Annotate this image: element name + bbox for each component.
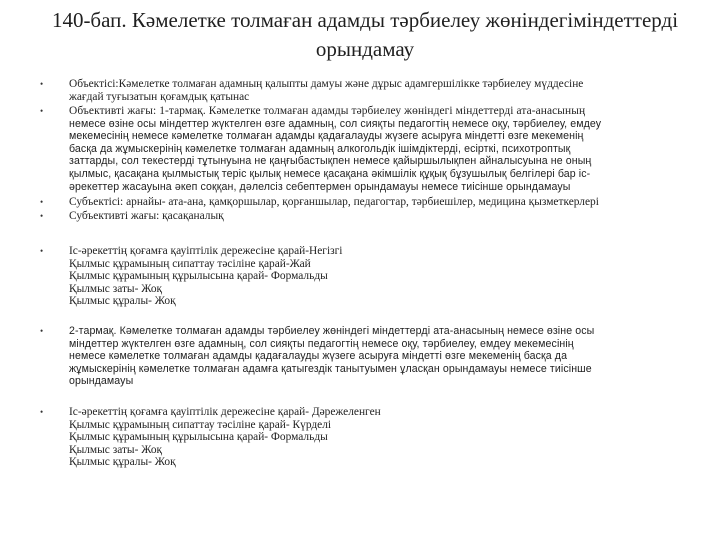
- text-line: Объектісі:Кәмелетке толмаған адамның қалыпты дамуы және дұрыс адамгершілікке тәрбиелеу мүддесіне: [69, 78, 584, 90]
- bullet-subject: [40, 196, 695, 209]
- text-line: Қылмыс құралы- Жоқ: [69, 295, 176, 308]
- text-line: Қылмыс заты- Жоқ: [69, 282, 163, 295]
- text-line: Іс-әрекеттің қоғамға қауіптілік дережесіне қарай- Дәрежеленген: [69, 406, 381, 418]
- text-line: жұмыскерінің кәмелетке толмаған адамға қатыгездік танытуымен ұласқан орындамауы немесе тиісінше: [69, 362, 592, 375]
- text-line: Объективті жағы: 1-тармақ. Кәмелетке толмаған адамды тәрбиелеу жөніндегі міндеттерді ата-анасының: [69, 105, 586, 117]
- text-line: Қылмыс құрамының сипаттау тәсіліне қарай-Жай: [69, 257, 311, 270]
- bullet-objective-side: [40, 105, 695, 193]
- text-line: Қылмыс заты- Жоқ: [69, 443, 163, 456]
- text-line: Субъективті жағы: қасақаналық: [69, 210, 224, 222]
- bullet-classification-basic: [40, 245, 695, 308]
- text-line: Қылмыс құрамының сипаттау тәсіліне қарай- Күрделі: [69, 418, 332, 431]
- text-line: заттарды, сол текестерді тұтынуына не қаңғыбастықпен немесе қайыршылықпен айналысуына не оның: [69, 155, 592, 168]
- bullet-paragraph-2: [40, 325, 695, 388]
- bullet-marker: •: [40, 197, 44, 207]
- text-line: қылмыс, қасақана қылмыстық теріс қылық немесе қасақана әкімшілік құқық бұзушылық белгілері бар іс-: [69, 167, 591, 180]
- bullet-marker: •: [40, 326, 44, 336]
- bullet-marker: •: [40, 246, 44, 256]
- text-line: Субъектісі: арнайы- ата-ана, қамқоршылар, қорғаншылар, педагогтар, тәрбиешілер, медицина қызметкерлері: [69, 196, 599, 208]
- title-line-1: 140-бап. Кәмелетке толмаған адамды тәрбиелеу жөніндегіміндеттерді: [51, 8, 679, 32]
- slide-title: [40, 6, 690, 64]
- text-line: міндеттер жүктелген өзге адамның, сол сияқты педагогтің немесе оқу, тәрбиелеу, емдеу мекемесінің: [69, 337, 574, 350]
- text-line: жағдай туғызатын қоғамдық қатынас: [69, 90, 250, 103]
- title-line-2: орындамау: [315, 37, 415, 61]
- text-line: немесе кәмелетке толмаған адамды қадағалауды жүзеге асыруға міндетті өзге мекеменің басқа да: [69, 350, 568, 363]
- bullet-object: [40, 78, 695, 103]
- text-line: немесе өзіне осы міндеттер жүктелген өзге адамның, сол сияқты педагогтің немесе оқу, тәрбиелеу, емдеу: [69, 117, 602, 130]
- bullet-classification-qualified: [40, 406, 695, 469]
- text-line: орындамауы: [69, 375, 134, 388]
- text-line: әрекеттер жасауына әкеп соққан, дәлелсіз себептермен орындамауы немесе тиісінше орындамауы: [69, 180, 571, 193]
- text-line: Қылмыс құрамының құрылысына қарай- Формальды: [69, 270, 328, 283]
- text-line: Іс-әрекеттің қоғамға қауіптілік дережесіне қарай-Негізгі: [69, 245, 343, 257]
- text-line: Қылмыс құралы- Жоқ: [69, 456, 176, 469]
- bullet-marker: •: [40, 407, 44, 417]
- bullet-marker: •: [40, 211, 44, 221]
- text-line: Қылмыс құрамының құрылысына қарай- Формальды: [69, 431, 328, 444]
- bullet-marker: •: [40, 106, 44, 116]
- text-line: басқа да жұмыскерінің кәмелетке толмаған адамның алкогольдік ішімдіктерді, есірткі, психотроптық: [69, 142, 571, 155]
- text-line: мекемесінің немесе кәмелетке толмаған адамды қадағалауды жүзеге асыруға міндетті өзге мекеменің: [69, 130, 584, 143]
- text-line: 2-тармақ. Кәмелетке толмаған адамды тәрбиелеу жөніндегі міндеттерді ата-анасының немесе өзіне осы: [69, 325, 595, 337]
- bullet-marker: •: [40, 79, 44, 89]
- bullet-subjective-side: [40, 210, 695, 223]
